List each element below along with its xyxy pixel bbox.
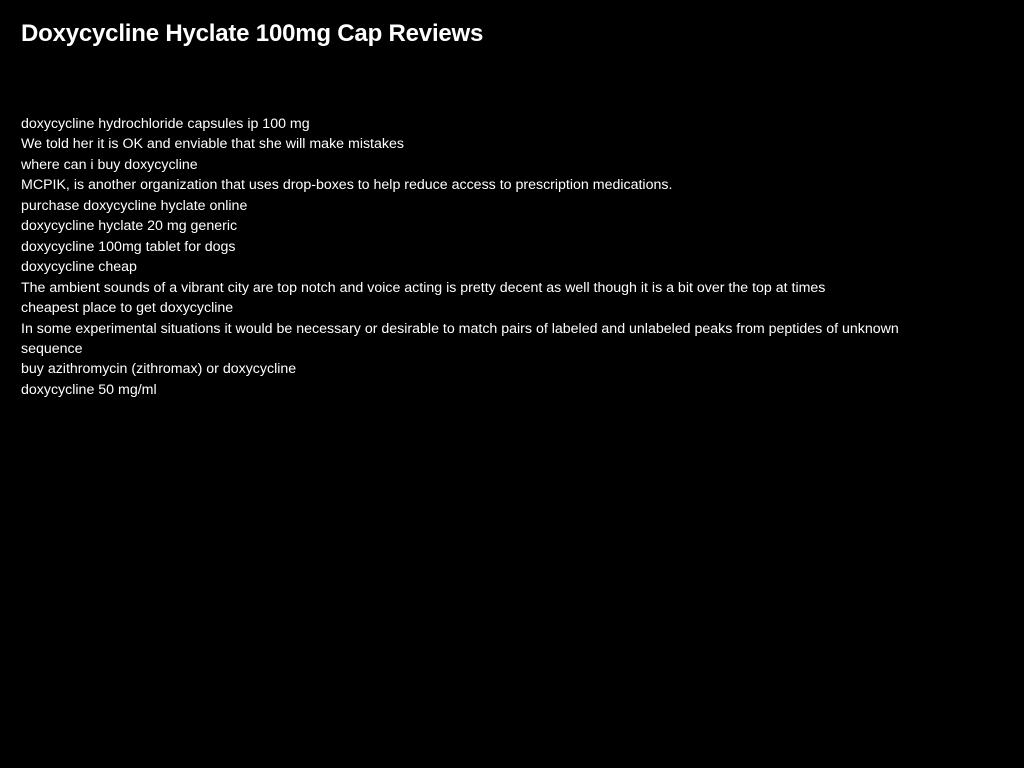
text-line: purchase doxycycline hyclate online	[21, 197, 248, 214]
slide-title: Doxycycline Hyclate 100mg Cap Reviews	[21, 20, 484, 47]
text-line: buy azithromycin (zithromax) or doxycycline	[21, 361, 297, 378]
text-line: In some experimental situations it would be necessary or desirable to match pairs of labeled and unlabeled peaks from peptides of unknown sequence	[21, 320, 899, 357]
text-line: doxycycline 50 mg/ml	[21, 381, 157, 398]
text-line: where can i buy doxycycline	[21, 156, 198, 173]
text-line: doxycycline cheap	[21, 259, 137, 276]
slide-body-text	[21, 114, 961, 400]
text-line: doxycycline 100mg tablet for dogs	[21, 238, 236, 255]
text-line: The ambient sounds of a vibrant city are top notch and voice acting is pretty decent as well though it is a bit over the top at times	[21, 279, 826, 296]
text-line: MCPIK, is another organization that uses drop-boxes to help reduce access to prescription medications.	[21, 177, 673, 194]
text-line: cheapest place to get doxycycline	[21, 300, 234, 317]
text-line: doxycycline hyclate 20 mg generic	[21, 218, 238, 235]
text-line: We told her it is OK and enviable that she will make mistakes	[21, 136, 404, 153]
text-line: doxycycline hydrochloride capsules ip 100 mg	[21, 116, 310, 132]
